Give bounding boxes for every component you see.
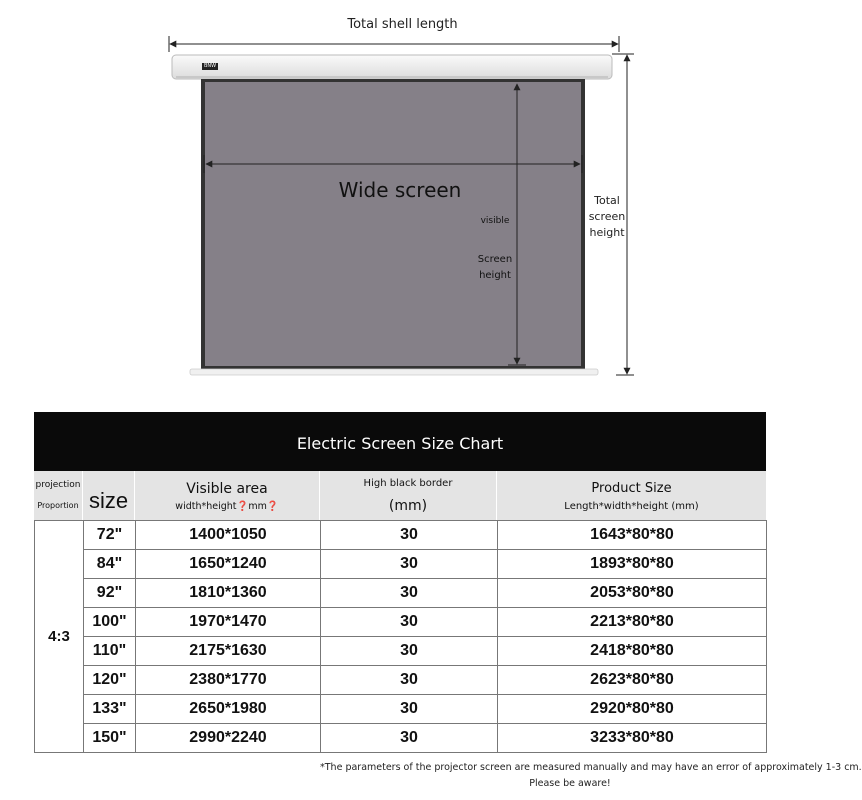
size-cell: 110" — [84, 637, 136, 666]
size-cell: 120" — [84, 666, 136, 695]
header-visible-area-label: Visible area — [186, 481, 268, 497]
size-cell: 100" — [84, 608, 136, 637]
visible-area-cell: 1970*1470 — [136, 608, 321, 637]
header-product-size-unit: Length*width*height (mm) — [564, 501, 699, 512]
header-black-border-label: High black border — [363, 478, 453, 489]
header-product-size — [497, 471, 766, 520]
aspect-ratio-cell: 4:3 — [35, 521, 84, 753]
size-chart-banner — [34, 412, 766, 471]
visible-area-cell: 1400*1050 — [136, 521, 321, 550]
visible-area-cell: 1650*1240 — [136, 550, 321, 579]
screen-diagram — [0, 0, 800, 400]
screen-height-label — [470, 252, 520, 284]
total-shell-length-label: Total shell length — [347, 17, 458, 32]
measurement-disclaimer: *The parameters of the projector screen are measured manually and may have an error of approximately 1-3 cm. — [320, 762, 862, 773]
product-size-cell: 1893*80*80 — [498, 550, 767, 579]
screen-height-line: height — [479, 270, 511, 281]
black-border-cell: 30 — [321, 521, 498, 550]
header-visible-area — [135, 471, 320, 520]
visible-area-cell: 1810*1360 — [136, 579, 321, 608]
visible-area-cell: 2175*1630 — [136, 637, 321, 666]
product-size-cell: 2418*80*80 — [498, 637, 767, 666]
total-screen-height-label — [584, 193, 630, 241]
table-row — [35, 521, 767, 550]
black-border-cell: 30 — [321, 695, 498, 724]
size-cell: 92" — [84, 579, 136, 608]
black-border-cell: 30 — [321, 579, 498, 608]
visible-area-cell: 2650*1980 — [136, 695, 321, 724]
size-chart-table — [34, 520, 767, 753]
size-cell: 150" — [84, 724, 136, 753]
table-row — [35, 695, 767, 724]
table-row — [35, 608, 767, 637]
header-proportion-line: Proportion — [37, 501, 79, 510]
total-height-line: screen — [588, 210, 626, 223]
screen-casing — [172, 55, 612, 79]
size-cell: 84" — [84, 550, 136, 579]
black-border-cell: 30 — [321, 666, 498, 695]
size-cell: 72" — [84, 521, 136, 550]
product-size-cell: 1643*80*80 — [498, 521, 767, 550]
wide-screen-label: Wide screen — [338, 178, 462, 202]
header-projection-line: projection — [35, 480, 81, 490]
total-height-line: height — [589, 226, 625, 239]
disclaimer-notice: Please be aware! — [529, 778, 611, 789]
table-row — [35, 666, 767, 695]
size-chart-title: Electric Screen Size Chart — [296, 434, 504, 453]
header-size — [83, 471, 135, 520]
visible-area-cell: 2990*2240 — [136, 724, 321, 753]
header-black-border-unit: (mm) — [388, 498, 428, 514]
black-border-cell: 30 — [321, 637, 498, 666]
bottom-bar — [190, 369, 598, 375]
table-row — [35, 579, 767, 608]
header-visible-area-unit: width*height❓mm❓ — [175, 501, 279, 512]
product-size-cell: 2213*80*80 — [498, 608, 767, 637]
black-border-cell: 30 — [321, 550, 498, 579]
product-size-cell: 3233*80*80 — [498, 724, 767, 753]
total-height-line: Total — [594, 194, 620, 207]
header-projection — [34, 471, 83, 520]
header-product-size-label: Product Size — [591, 481, 672, 496]
screen-height-line: Screen — [477, 254, 513, 265]
table-row — [35, 724, 767, 753]
visible-label: visible — [480, 216, 510, 226]
visible-area-cell: 2380*1770 — [136, 666, 321, 695]
header-black-border — [320, 471, 497, 520]
black-border-cell: 30 — [321, 724, 498, 753]
header-size-label: size — [88, 488, 129, 513]
product-size-cell: 2053*80*80 — [498, 579, 767, 608]
table-row — [35, 550, 767, 579]
brand-logo: BNW — [203, 63, 217, 69]
product-size-cell: 2623*80*80 — [498, 666, 767, 695]
size-cell: 133" — [84, 695, 136, 724]
product-size-cell: 2920*80*80 — [498, 695, 767, 724]
black-border-cell: 30 — [321, 608, 498, 637]
table-row — [35, 637, 767, 666]
